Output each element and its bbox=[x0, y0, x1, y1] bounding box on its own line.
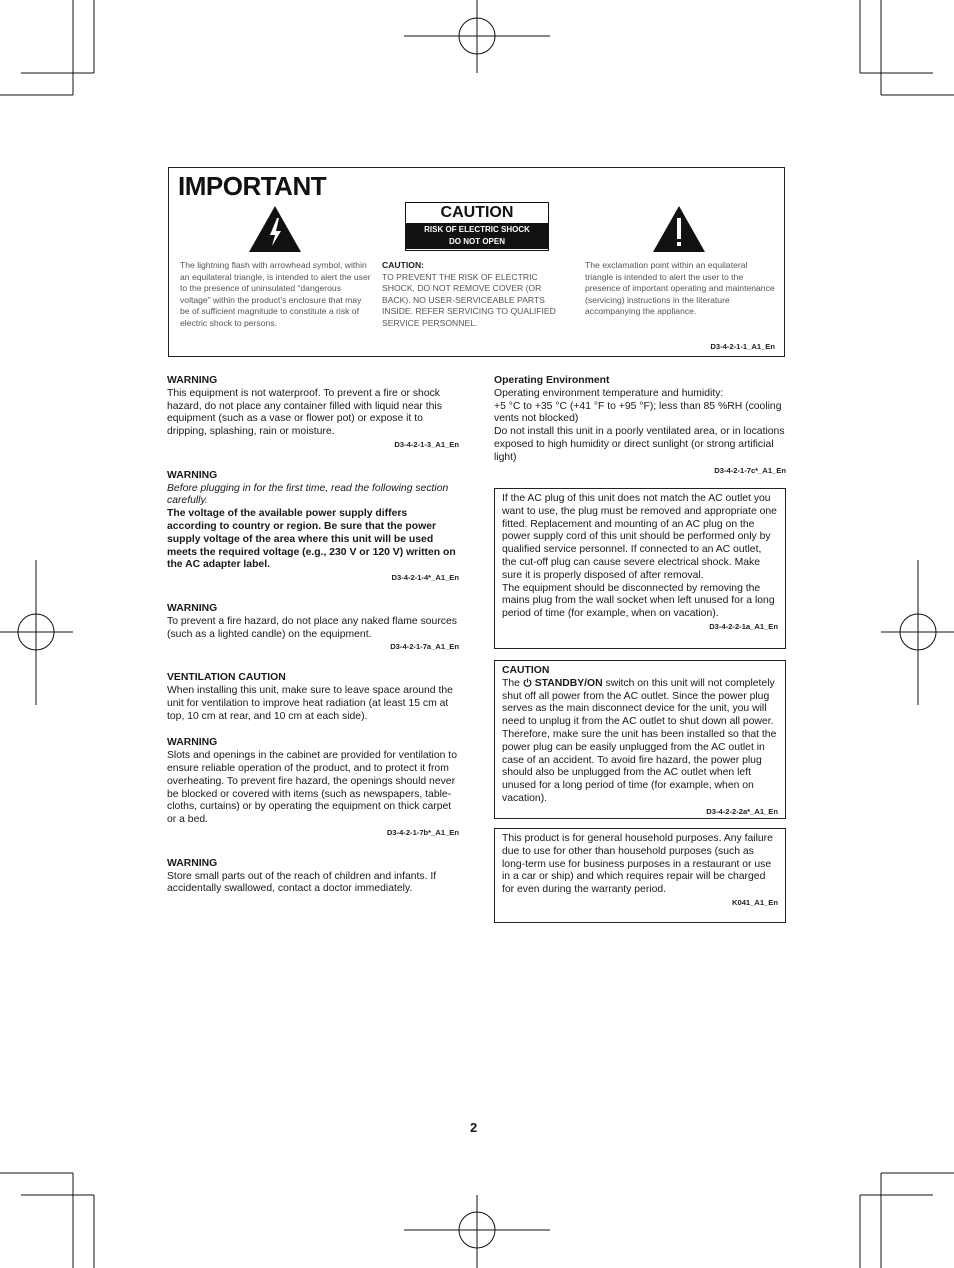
warning-italic-text: Before plugging in for the first time, read the following section carefully. bbox=[167, 482, 449, 507]
ventilation-text: When installing this unit, make sure to leave space around the unit for ventilation to improve heat radiation (at least 15 cm at top, 10 cm at rear, and 10 cm at each side). bbox=[167, 684, 453, 722]
warning-code: D3-4-2-1-7b*_A1_En bbox=[386, 827, 459, 837]
warning-heading: WARNING bbox=[167, 857, 218, 869]
caution-badge-title: CAUTION bbox=[440, 204, 514, 221]
household-purpose-box bbox=[494, 828, 786, 923]
warning-flame bbox=[167, 603, 459, 654]
ac-plug-box bbox=[494, 488, 786, 649]
exclamation-warning-icon bbox=[652, 205, 706, 253]
ventilation-caution bbox=[167, 672, 459, 723]
caution-description-heading: CAUTION: bbox=[382, 260, 425, 270]
page-number: 2 bbox=[470, 1120, 478, 1135]
warning-openings bbox=[167, 737, 459, 839]
caution-description-text: TO PREVENT THE RISK OF ELECTRIC SHOCK, DO NOT REMOVE COVER (OR BACK). NO USER-SERVICEABLE PARTS INSIDE. REFER SERVICING TO QUALIFIED SERVICE PERSONNEL. bbox=[382, 271, 556, 328]
warning-code: D3-4-2-1-3_A1_En bbox=[394, 439, 459, 449]
standby-caution-code: D3-4-2-2-2a*_A1_En bbox=[706, 806, 778, 816]
important-title: IMPORTANT bbox=[178, 171, 327, 201]
warning-text: This equipment is not waterproof. To prevent a fire or shock hazard, do not place any container filled with liquid near this equipment (such as a vase or flower pot) or expose it to dripping, splashing, rain or moisture. bbox=[167, 387, 442, 438]
caution-badge-line2: DO NOT OPEN bbox=[448, 236, 505, 246]
lightning-warning-icon bbox=[248, 205, 302, 253]
warning-code: D3-4-2-1-7a_A1_En bbox=[390, 642, 459, 652]
exclamation-description: The exclamation point within an equilateral triangle is intended to alert the user to the presence of important operating and maintenance (servicing) instructions in the literature accompanying the appliance. bbox=[585, 260, 775, 317]
warning-text: To prevent a fire hazard, do not place any naked flame sources (such as a lighted candle) on the equipment. bbox=[167, 615, 457, 640]
standby-caution-box bbox=[494, 660, 786, 819]
warning-small-parts bbox=[167, 858, 459, 896]
caution-badge-line1: RISK OF ELECTRIC SHOCK bbox=[424, 225, 530, 234]
warning-heading: WARNING bbox=[167, 602, 218, 614]
power-icon bbox=[523, 678, 532, 687]
standby-pre-text: The bbox=[502, 677, 523, 689]
environment-text-1: Operating environment temperature and humidity: bbox=[494, 387, 724, 399]
warning-heading: WARNING bbox=[167, 375, 218, 386]
lightning-description: The lightning flash with arrowhead symbol, within an equilateral triangle, is intended to alert the user to the presence of uninsulated “dangerous voltage” within the product’s enclosure that may be of sufficient magnitude to constitute a risk of electric shock to persons. bbox=[180, 260, 371, 328]
household-purpose-text: This product is for general household purposes. Any failure due to use for other than household purposes (such as long-term use for business purposes in a restaurant or use in a car or ship) and which requires repair will be charged for even during the warranty period. bbox=[502, 833, 773, 896]
environment-heading: Operating Environment bbox=[494, 375, 610, 386]
warning-heading: WARNING bbox=[167, 469, 218, 481]
ac-plug-text: If the AC plug of this unit does not match the AC outlet you want to use, the plug must be removed and appropriate one fitted. Replacement and mounting of an AC plug on the power supply cord of this unit should be performed only by qualified service personnel. If connected to an AC outlet, the cut-off plug can cause severe electrical shock. Make sure it is properly disposed of after removal. bbox=[502, 493, 777, 581]
operating-environment bbox=[494, 375, 786, 477]
warning-text: Slots and openings in the cabinet are provided for ventilation to ensure reliable operation of the product, and to protect it from overheating. To prevent fire hazard, the openings should never be blocked or covered with items (such as newspapers, table-cloths, curtains) or by operating the equipment on thick carpet or a bed. bbox=[167, 750, 457, 826]
caution-badge bbox=[405, 202, 549, 251]
important-code: D3-4-2-1-1_A1_En bbox=[710, 342, 775, 351]
warning-voltage bbox=[167, 470, 459, 585]
caution-description bbox=[382, 260, 568, 330]
ac-plug-code: D3-4-2-2-1a_A1_En bbox=[709, 621, 778, 631]
environment-text-2: +5 °C to +35 °C (+41 °F to +95 °F); less than 85 %RH (cooling vents not blocked) bbox=[494, 400, 782, 425]
household-purpose-code: K041_A1_En bbox=[731, 897, 778, 907]
environment-code: D3-4-2-1-7c*_A1_En bbox=[714, 465, 786, 475]
left-column bbox=[167, 375, 459, 896]
important-box bbox=[168, 167, 785, 357]
environment-text-3: Do not install this unit in a poorly ventilated area, or in locations exposed to high humidity or direct sunlight (or strong artificial light) bbox=[494, 426, 785, 463]
ventilation-heading: VENTILATION CAUTION bbox=[167, 672, 286, 684]
standby-caution-text bbox=[502, 678, 778, 806]
caution-badge-subtitle bbox=[406, 223, 548, 249]
warning-text: Store small parts out of the reach of children and infants. If accidentally swallowed, contact a doctor immediately. bbox=[167, 870, 437, 895]
warning-code: D3-4-2-1-4*_A1_En bbox=[391, 573, 459, 583]
standby-caution-heading: CAUTION bbox=[502, 665, 550, 676]
standby-switch-label: STANDBY/ON bbox=[534, 677, 603, 689]
disconnect-text: The equipment should be disconnected by removing the mains plug from the wall socket when left unused for a long period of time (for example, when on vacation). bbox=[502, 582, 775, 620]
warning-heading: WARNING bbox=[167, 737, 218, 749]
standby-body-text: switch on this unit will not completely shut off all power from the AC outlet. Since the power plug serves as the main disconnect device for the unit, you will need to unplug it from the AC outlet to shut down all power. Therefore, make sure the unit has been installed so that the power plug can be easily unplugged from the AC outlet in case of an accident. To avoid fire hazard, the power plug should also be unplugged from the AC outlet when left unused for a long period of time (for example, when on vacation). bbox=[502, 677, 777, 804]
warning-bold-text: The voltage of the available power supply differs according to country or region. Be sure that the power supply voltage of the area where this unit will be used meets the required voltage (e.g., 230 V or 120 V) written on the AC adapter label. bbox=[167, 508, 456, 571]
warning-waterproof bbox=[167, 375, 459, 452]
